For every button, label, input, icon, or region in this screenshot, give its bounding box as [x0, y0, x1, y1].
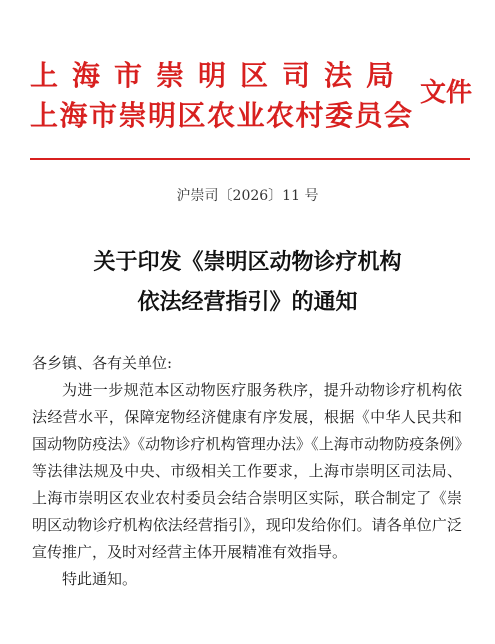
document-type-label: 文件	[420, 78, 473, 108]
document-header	[30, 59, 473, 140]
closing-line: 特此通知。	[62, 570, 138, 588]
issuer-name-justice-bureau: 上海市崇明区司法局	[30, 59, 409, 92]
document-title-line-1: 关于印发《崇明区动物诊疗机构	[93, 249, 402, 275]
issuer-name-agriculture-committee: 上海市崇明区农业农村委员会	[30, 99, 414, 132]
body-paragraph: 为进一步规范本区动物医疗服务秩序，提升动物诊疗机构依法经营水平，保障宠物经济健康有序发展，根据《中华人民共和国动物防疫法》《动物诊疗机构管理办法》《上海市动物防疫条例》等法律法规及中央、市级相关工作要求，上海市崇明区司法局、上海市崇明区农业农村委员会结合崇明区实际，联合制定了《崇明区动物诊疗机构依法经营指引》，现印发给你们。请各单位广泛宣传推广，及时对经营主体开展精准有效指导。	[32, 381, 462, 561]
document-number: 沪崇司〔2026〕11 号	[176, 188, 319, 204]
document-body	[32, 350, 462, 593]
red-separator-line	[30, 158, 470, 160]
document-title-line-2: 依法经营指引》的通知	[137, 289, 358, 315]
addressee: 各乡镇、各有关单位:	[32, 354, 173, 372]
